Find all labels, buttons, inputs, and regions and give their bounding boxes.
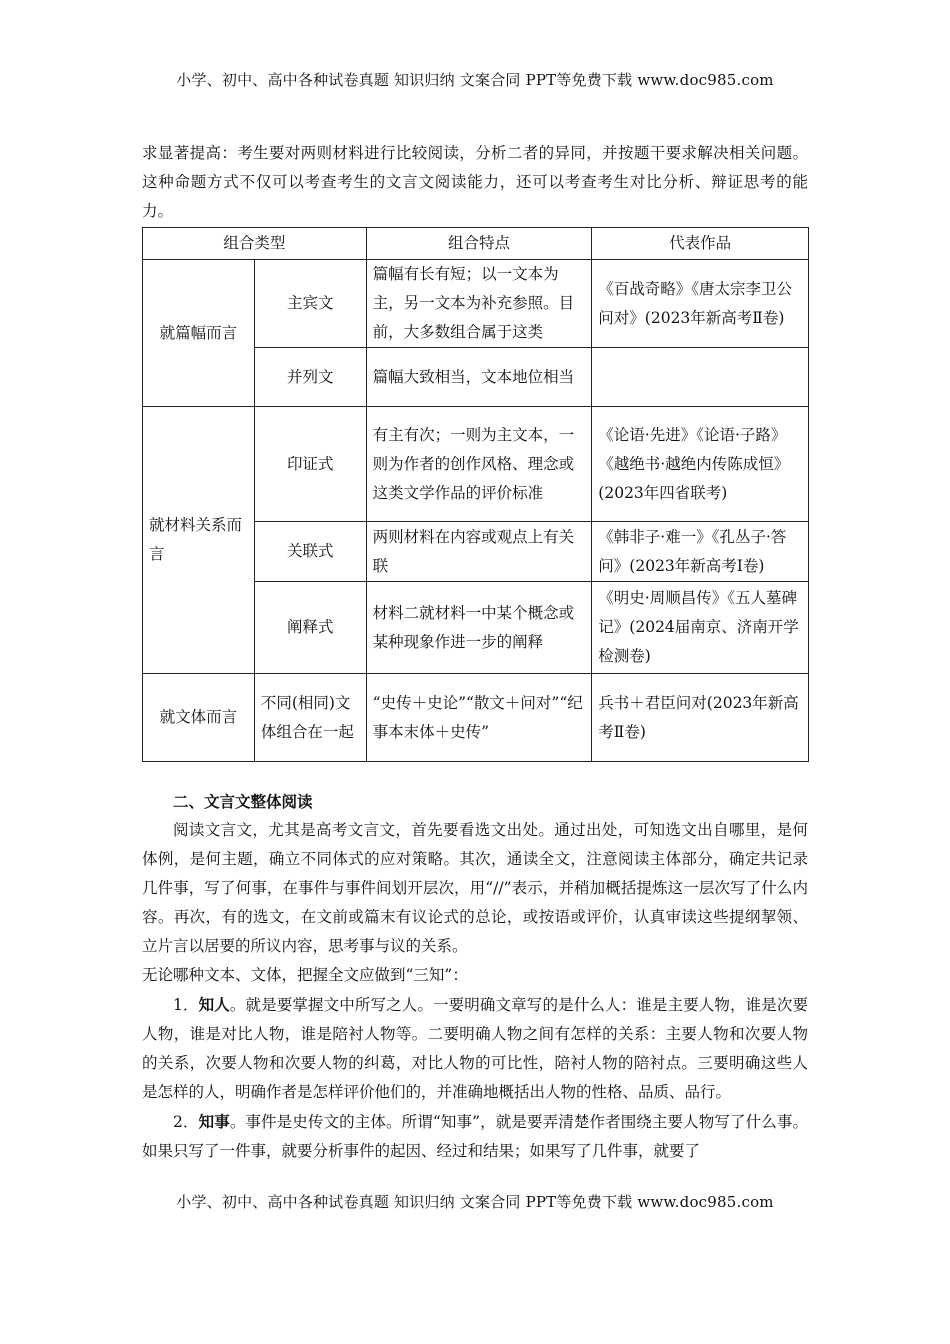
intro-block xyxy=(142,139,808,226)
feature-cell: 材料二就材料一中某个概念或某种现象作进一步的阐释 xyxy=(366,582,592,674)
feature-cell: “史传＋史论”“散文＋问对”“纪事本末体＋史传” xyxy=(366,674,592,762)
type-cell: 并列文 xyxy=(254,348,366,407)
paragraph-reading: 阅读文言文，尤其是高考文言文，首先要看选文出处。通过出处，可知选文出自哪里，是何体例，是何主题，确立不同体式的应对策略。其次，通读全文，注意阅读主体部分，确定共记录几件事，写了何事，在事件与事件间划开层次，用“//”表示，并稍加概括提炼这一层次写了什么内容。再次，有的选文，在文前或篇末有议论式的总论，或按语或评价，认真审读这些提纲挈领、立片言以居要的所议内容，思考事与议的关系。 xyxy=(142,821,808,955)
type-cell: 主宾文 xyxy=(254,260,366,348)
page-header: 小学、初中、高中各种试卷真题 知识归纳 文案合同 PPT等免费下载 www.doc985.com xyxy=(176,71,774,89)
group-cell: 就篇幅而言 xyxy=(143,260,255,407)
point-text: 。就是要掌握文中所写之人。一要明确文章写的是什么人：谁是主要人物，谁是次要人物，谁是对比人物，谁是陪衬人物等。二要明确人物之间有怎样的关系：主要人物和次要人物的关系，次要人物和次要人物的纠葛，对比人物的可比性，陪衬人物的陪衬点。三要明确这些人是怎样的人，明确作者是怎样评价他们的，并准确地概括出人物的性格、品质、品行。 xyxy=(142,996,808,1101)
table-row xyxy=(143,407,809,522)
point-number: 1． xyxy=(173,996,199,1014)
table-row xyxy=(143,674,809,762)
feature-cell: 两则材料在内容或观点上有关联 xyxy=(366,522,592,582)
group-cell: 就材料关系而言 xyxy=(143,407,255,674)
feature-cell: 篇幅大致相当，文本地位相当 xyxy=(366,348,592,407)
feature-cell: 篇幅有长有短；以一文本为主，另一文本为补充参照。目前，大多数组合属于这类 xyxy=(366,260,592,348)
table-block xyxy=(142,227,808,762)
body-text xyxy=(142,787,808,1166)
work-cell: 《明史·周顺昌传》《五人墓碑记》(2024届南京、济南开学检测卷) xyxy=(592,582,809,674)
feature-cell: 有主有次；一则为主文本，一则为作者的创作风格、理念或这类文学作品的评价标准 xyxy=(366,407,592,522)
point-number: 2． xyxy=(173,1113,199,1131)
type-cell: 阐释式 xyxy=(254,582,366,674)
point-keyword: 知事 xyxy=(198,1112,230,1131)
type-cell: 印证式 xyxy=(254,407,366,522)
point-text: 。事件是史传文的主体。所谓“知事”，就是要弄清楚作者围绕主要人物写了什么事。如果只写了一件事，就要分析事件的起因、经过和结果；如果写了几件事，就要了 xyxy=(142,1113,808,1160)
combination-table xyxy=(142,227,809,762)
header-cell-work: 代表作品 xyxy=(592,228,809,260)
type-cell: 关联式 xyxy=(254,522,366,582)
work-cell: 兵书＋君臣问对(2023年新高考Ⅱ卷) xyxy=(592,674,809,762)
header-cell-feature: 组合特点 xyxy=(366,228,592,260)
paragraph-three-knows: 无论哪种文本、文体，把握全文应做到“三知”： xyxy=(142,966,468,984)
section-title: 二、文言文整体阅读 xyxy=(173,792,313,811)
work-cell: 《韩非子·难一》《孔丛子·答问》(2023年新高考Ⅰ卷) xyxy=(592,522,809,582)
point-keyword: 知人 xyxy=(198,995,230,1014)
type-cell: 不同(相同)文体组合在一起 xyxy=(254,674,366,762)
point-know-event xyxy=(142,1107,808,1166)
work-cell: 《论语·先进》《论语·子路》《越绝书·越绝内传陈成恒》(2023年四省联考) xyxy=(592,407,809,522)
page-footer: 小学、初中、高中各种试卷真题 知识归纳 文案合同 PPT等免费下载 www.doc985.com xyxy=(176,1193,774,1211)
table-row xyxy=(143,260,809,348)
point-know-person xyxy=(142,990,808,1107)
work-cell xyxy=(592,348,809,407)
table-header-row xyxy=(143,228,809,260)
group-cell: 就文体而言 xyxy=(143,674,255,762)
work-cell: 《百战奇略》《唐太宗李卫公问对》(2023年新高考Ⅱ卷) xyxy=(592,260,809,348)
header-cell-type: 组合类型 xyxy=(143,228,367,260)
intro-paragraph: 求显著提高：考生要对两则材料进行比较阅读，分析二者的异同，并按题干要求解决相关问题。这种命题方式不仅可以考查考生的文言文阅读能力，还可以考查考生对比分析、辩证思考的能力。 xyxy=(142,144,808,220)
